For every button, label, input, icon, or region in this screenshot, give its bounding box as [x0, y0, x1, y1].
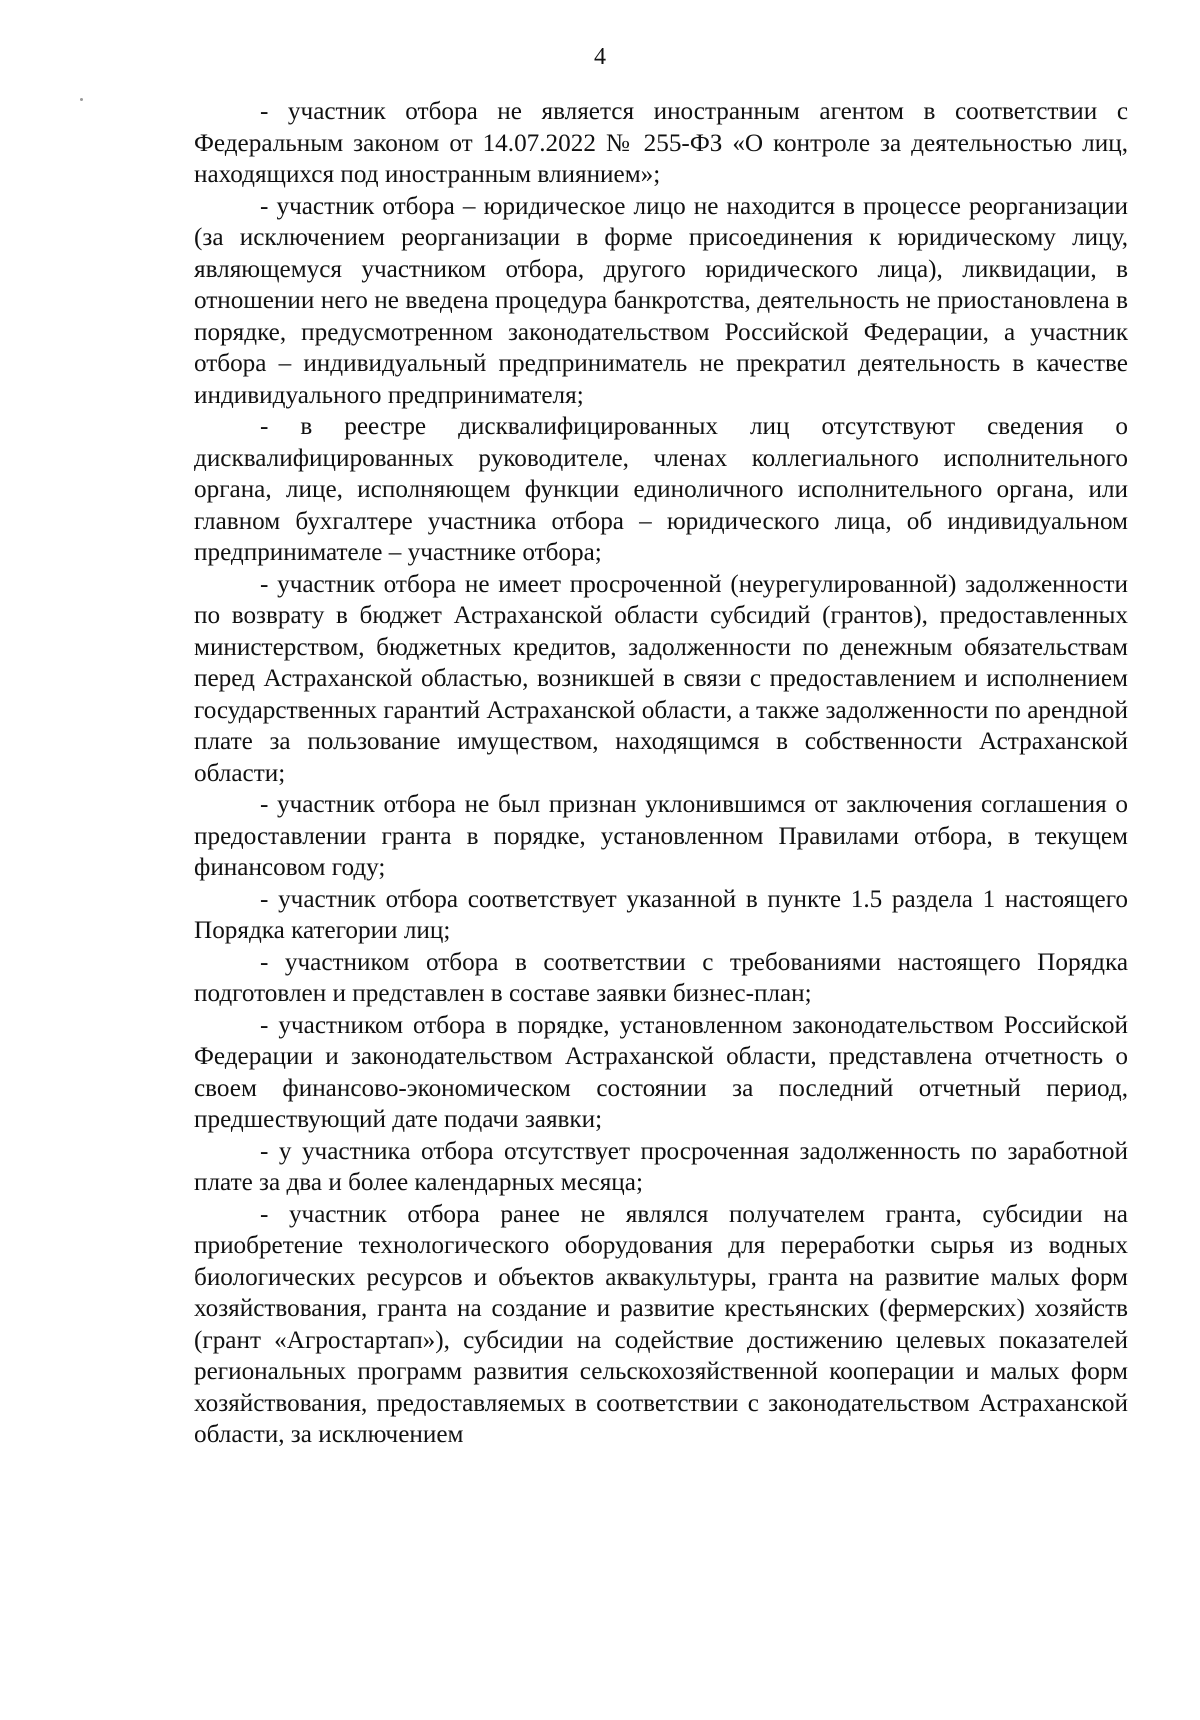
page-number: 4 — [594, 44, 606, 70]
paragraph-financial-reporting: - участником отбора в порядке, установленном законодательством Российской Федерации и законодательством Астраханской области, представлена отчетность о своем финансово-экономическом состоянии за последний отчетный период, предшествующий дате подачи заявки; — [194, 1011, 1128, 1133]
paragraph-overdue-debt: - участник отбора не имеет просроченной (неурегулированной) задолженности по возврату в бюджет Астраханской области субсидий (грантов), предоставленных министерством, бюджетных кредитов, задолженности по денежным обязательствам перед Астраханской областью, возникшей в связи с предоставлением и исполнением государственных гарантий Астраханской области, а также задолженности по арендной плате за пользование имуществом, находящимся в собственности Астраханской области; — [194, 570, 1128, 787]
paragraph-business-plan: - участником отбора в соответствии с требованиями настоящего Порядка подготовлен и представлен в составе заявки бизнес-план; — [194, 948, 1128, 1007]
paragraph-evasion-agreement: - участник отбора не был признан уклонившимся от заключения соглашения о предоставлении гранта в порядке, установленном Правилами отбора, в текущем финансовом году; — [194, 791, 1128, 881]
scan-artifact — [80, 98, 83, 101]
paragraph-category: - участник отбора соответствует указанной в пункте 1.5 раздела 1 настоящего Порядка категории лиц; — [194, 885, 1128, 944]
paragraph-foreign-agent: - участник отбора не является иностранным агентом в соответствии с Федеральным законом от 14.07.2022 № 255-ФЗ «О контроле за деятельностью лиц, находящихся под иностранным влиянием»; — [194, 98, 1128, 188]
paragraph-wage-debt: - у участника отбора отсутствует просроченная задолженность по заработной плате за два и более календарных месяца; — [194, 1137, 1128, 1196]
paragraph-disqualified-persons: - в реестре дисквалифицированных лиц отсутствуют сведения о дисквалифицированных руководителе, членах коллегиального исполнительного органа, лице, исполняющем функции единоличного исполнительного органа, или главном бухгалтере участника отбора – юридического лица, об индивидуальном предпринимателе – участнике отбора; — [194, 413, 1128, 566]
paragraph-reorganization: - участник отбора – юридическое лицо не находится в процессе реорганизации (за исключением реорганизации в форме присоединения к юридическому лицу, являющемуся участником отбора, другого юридического лица), ликвидации, в отношении него не введена процедура банкротства, деятельность не приостановлена в порядке, предусмотренном законодательством Российской Федерации, а участник отбора – индивидуальный предприниматель не прекратил деятельность в качестве индивидуального предпринимателя; — [194, 192, 1128, 409]
document-body — [194, 96, 1128, 1451]
paragraph-previous-recipient: - участник отбора ранее не являлся получателем гранта, субсидии на приобретение технологического оборудования для переработки сырья из водных биологических ресурсов и объектов аквакультуры, гранта на развитие малых форм хозяйствования, гранта на создание и развитие крестьянских (фермерских) хозяйств (грант «Агростартап»), субсидии на содействие достижению целевых показателей региональных программ развития сельскохозяйственной кооперации и малых форм хозяйствования, предоставляемых в соответствии с законодательством Астраханской области, за исключением — [194, 1200, 1128, 1448]
